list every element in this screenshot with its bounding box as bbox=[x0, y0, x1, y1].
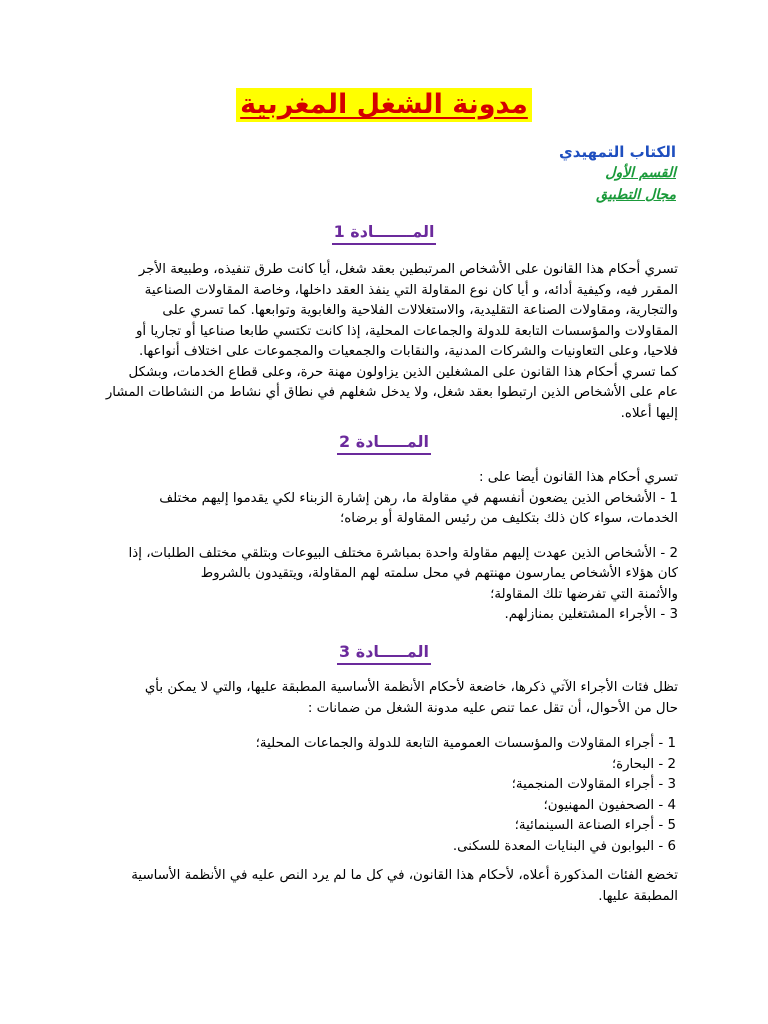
article-3-heading: المـــــادة 3 bbox=[337, 642, 431, 665]
list-item: 1 - أجراء المقاولات والمؤسسات العمومية التابعة للدولة والجماعات المحلية؛ bbox=[255, 736, 676, 751]
list-item: 3 - أجراء المقاولات المنجمية؛ bbox=[511, 777, 676, 792]
article-3-heading-wrap bbox=[0, 642, 768, 661]
article-line: 1 - الأشخاص الذين يضعون أنفسهم في مقاولة ما، رهن إشارة الزبناء لكي يقدموا إليهم مختلف bbox=[159, 490, 678, 506]
article-2-heading-wrap bbox=[0, 432, 768, 451]
article-line: تسري أحكام هذا القانون أيضا على : bbox=[478, 470, 678, 485]
list-item: 5 - أجراء الصناعة السينمائية؛ bbox=[514, 818, 676, 833]
article-line: تخضع الفئات المذكورة أعلاه، لأحكام هذا القانون، في كل ما لم يرد النص عليه في الأنظمة الأساسية bbox=[131, 868, 678, 883]
article-3-intro bbox=[88, 678, 678, 719]
article-line: تظل فئات الأجراء الآتي ذكرها، خاضعة لأحكام الأنظمة الأساسية المطبقة عليها، والتي لا يمكن بأي bbox=[144, 680, 678, 695]
article-line: حال من الأحوال، أن تقل عما تنص عليه مدونة الشغل من ضمانات : bbox=[307, 700, 678, 716]
article-3-outro bbox=[88, 866, 678, 907]
list-item: 2 - البحارة؛ bbox=[611, 756, 676, 772]
article-line: والأثمنة التي تفرضها تلك المقاولة؛ bbox=[490, 586, 678, 602]
article-line: المقرر فيه، وكيفية أدائه، و أيا كان نوع المقاولة التي ينفذ العقد داخلها، وخاصة المقاولات الصناعية bbox=[144, 282, 678, 298]
document-title-wrap bbox=[0, 88, 768, 122]
list-item: 4 - الصحفيون المهنيون؛ bbox=[543, 797, 676, 813]
article-line: المطبقة عليها. bbox=[598, 888, 678, 904]
article-1-body bbox=[88, 260, 678, 424]
article-line: عام على الأشخاص الذين ارتبطوا بعقد شغل، ولا يدخل شغلهم في نطاق أي نشاط من النشاطات المشار bbox=[105, 385, 678, 400]
article-1-heading-wrap bbox=[0, 222, 768, 241]
article-line: الخدمات، سواء كان ذلك بتكليف من رئيس المقاولة أو برضاه؛ bbox=[339, 511, 678, 526]
article-line: المقاولات والمؤسسات التابعة للدولة والجماعات المحلية، إذا كانت تكتسي طابعا صناعيا أو تجاريا أو bbox=[135, 323, 678, 339]
article-line: كما تسري أحكام هذا القانون على المشغلين الذين يزاولون مهنة حرة، وعلى قطاع الخدمات، وبشكل bbox=[128, 364, 678, 380]
article-2-body bbox=[88, 468, 678, 626]
document-title: مدونة الشغل المغربية bbox=[236, 88, 532, 122]
article-2-heading: المـــــادة 2 bbox=[337, 432, 431, 455]
article-line: 2 - الأشخاص الذين عهدت إليهم مقاولة واحدة بمباشرة مختلف البيوعات وبتلقي مختلف الطلبات، إذا bbox=[128, 545, 678, 561]
article-line: والتجارية، ومقاولات الصناعة التقليدية، والاستغلالات الفلاحية والغابوية وتوابعها. كما تسري على bbox=[162, 303, 678, 318]
scope-heading: مجال التطبيق bbox=[596, 187, 676, 203]
article-1-heading: المـــــــادة 1 bbox=[332, 222, 437, 245]
list-item: 6 - البوابون في البنايات المعدة للسكنى. bbox=[452, 838, 676, 854]
article-line: إليها أعلاه. bbox=[620, 405, 678, 421]
article-line: فلاحيا، وعلى التعاونيات والشركات المدنية، والنقابات والجمعيات والمجموعات على اختلاف أنواعها. bbox=[138, 344, 678, 359]
section-heading: القسم الأول bbox=[605, 165, 676, 181]
article-line: كان هؤلاء الأشخاص يمارسون مهنتهم في محل سلمته لهم المقاولة، ويتقيدون بالشروط bbox=[200, 566, 678, 581]
article-line: تسري أحكام هذا القانون على الأشخاص المرتبطين بعقد شغل، أيا كانت طرق تنفيذه، وطبيعة الأجر bbox=[138, 262, 678, 277]
book-heading: الكتاب التمهيدي bbox=[559, 143, 676, 161]
article-3-list bbox=[256, 734, 676, 857]
article-line: 3 - الأجراء المشتغلين بمنازلهم. bbox=[504, 607, 678, 622]
article-spacer bbox=[88, 530, 678, 544]
